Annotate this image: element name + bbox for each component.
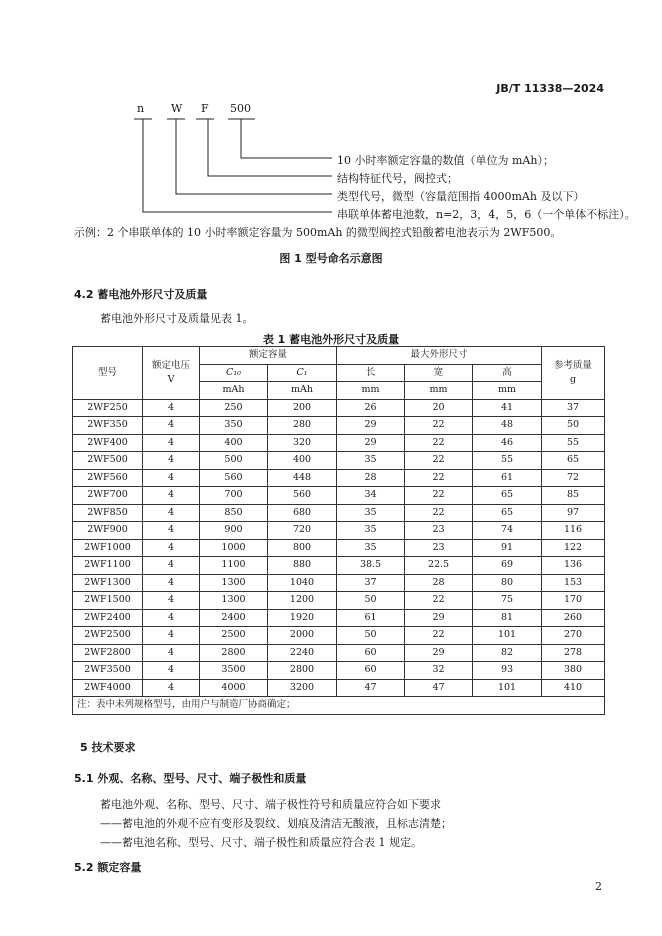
cell-c10: 1300: [200, 574, 268, 592]
table-row: [73, 662, 605, 680]
cell-height: 81: [473, 609, 542, 627]
desc-series: 串联单体蓄电池数，n=2，3，4，5，6（一个单体不标注）。: [337, 208, 636, 221]
cell-c10: 4000: [200, 679, 268, 697]
cell-voltage: 4: [143, 557, 200, 575]
table-row: [73, 504, 605, 522]
cell-height: 82: [473, 644, 542, 662]
cell-c10: 1000: [200, 539, 268, 557]
cell-model: 2WF400: [73, 434, 143, 452]
cell-height: 74: [473, 522, 542, 540]
table-row: [73, 399, 605, 417]
cell-width: 29: [405, 644, 473, 662]
cell-c1: 2240: [268, 644, 337, 662]
header-c10-unit: mAh: [200, 382, 268, 400]
cell-c10: 2500: [200, 627, 268, 645]
header-c1: C₁: [268, 364, 337, 382]
desc-type: 类型代号，微型（容量范围指 4000mAh 及以下）: [337, 190, 585, 203]
code-capacity: 500: [230, 102, 251, 115]
section-4-2-heading: 4.2 蓄电池外形尺寸及质量: [74, 288, 208, 301]
section-5-2-heading: 5.2 额定容量: [74, 861, 142, 874]
cell-mass: 116: [542, 522, 605, 540]
cell-c1: 1920: [268, 609, 337, 627]
cell-width: 23: [405, 522, 473, 540]
cell-model: 2WF560: [73, 469, 143, 487]
cell-voltage: 4: [143, 417, 200, 435]
section-5-1-item1: ——蓄电池的外观不应有变形及裂纹、划痕及清洁无酸液，且标志清楚；: [100, 817, 452, 830]
cell-c1: 448: [268, 469, 337, 487]
cell-c10: 400: [200, 434, 268, 452]
section-5-1-intro: 蓄电池外观、名称、型号、尺寸、端子极性符号和质量应符合如下要求: [100, 798, 441, 811]
cell-height: 91: [473, 539, 542, 557]
code-f: F: [201, 102, 209, 115]
table-row: [73, 522, 605, 540]
cell-voltage: 4: [143, 592, 200, 610]
cell-mass: 153: [542, 574, 605, 592]
battery-spec-table: [72, 346, 605, 715]
table-row: [73, 557, 605, 575]
cell-c10: 250: [200, 399, 268, 417]
cell-mass: 170: [542, 592, 605, 610]
cell-voltage: 4: [143, 399, 200, 417]
cell-model: 2WF1300: [73, 574, 143, 592]
cell-c1: 1200: [268, 592, 337, 610]
cell-voltage: 4: [143, 487, 200, 505]
cell-c10: 350: [200, 417, 268, 435]
cell-mass: 50: [542, 417, 605, 435]
header-model: 型号: [73, 347, 143, 400]
cell-length: 50: [337, 592, 405, 610]
cell-height: 80: [473, 574, 542, 592]
cell-voltage: 4: [143, 434, 200, 452]
section-5-1-heading: 5.1 外观、名称、型号、尺寸、端子极性和质量: [74, 772, 307, 785]
cell-c1: 200: [268, 399, 337, 417]
cell-mass: 85: [542, 487, 605, 505]
cell-c1: 800: [268, 539, 337, 557]
cell-mass: 278: [542, 644, 605, 662]
cell-model: 2WF1000: [73, 539, 143, 557]
table-row: [73, 644, 605, 662]
cell-width: 23: [405, 539, 473, 557]
cell-model: 2WF250: [73, 399, 143, 417]
header-width: 宽: [405, 364, 473, 382]
cell-c10: 560: [200, 469, 268, 487]
cell-mass: 55: [542, 434, 605, 452]
cell-c1: 280: [268, 417, 337, 435]
cell-width: 22.5: [405, 557, 473, 575]
cell-model: 2WF3500: [73, 662, 143, 680]
cell-voltage: 4: [143, 609, 200, 627]
cell-model: 2WF4000: [73, 679, 143, 697]
cell-c1: 720: [268, 522, 337, 540]
cell-mass: 260: [542, 609, 605, 627]
table-row: [73, 679, 605, 697]
cell-c1: 680: [268, 504, 337, 522]
cell-model: 2WF2500: [73, 627, 143, 645]
cell-length: 26: [337, 399, 405, 417]
cell-c10: 900: [200, 522, 268, 540]
cell-width: 22: [405, 469, 473, 487]
header-length-unit: mm: [337, 382, 405, 400]
cell-mass: 37: [542, 399, 605, 417]
header-voltage-unit: V: [167, 373, 175, 385]
cell-voltage: 4: [143, 452, 200, 470]
section-4-2-text: 蓄电池外形尺寸及质量见表 1。: [100, 312, 254, 325]
cell-length: 34: [337, 487, 405, 505]
cell-length: 47: [337, 679, 405, 697]
cell-c10: 500: [200, 452, 268, 470]
header-voltage: [143, 347, 200, 400]
table-row: [73, 417, 605, 435]
header-c10: C₁₀: [200, 364, 268, 382]
cell-model: 2WF900: [73, 522, 143, 540]
cell-length: 29: [337, 417, 405, 435]
cell-c10: 850: [200, 504, 268, 522]
cell-c10: 2400: [200, 609, 268, 627]
table-row: [73, 609, 605, 627]
cell-model: 2WF350: [73, 417, 143, 435]
cell-height: 61: [473, 469, 542, 487]
cell-c1: 2000: [268, 627, 337, 645]
table-row: [73, 627, 605, 645]
cell-model: 2WF1500: [73, 592, 143, 610]
section-5-1-item2: ——蓄电池名称、型号、尺寸、端子极性和质量应符合表 1 规定。: [100, 836, 422, 849]
cell-voltage: 4: [143, 522, 200, 540]
cell-length: 50: [337, 627, 405, 645]
cell-voltage: 4: [143, 627, 200, 645]
cell-c10: 3500: [200, 662, 268, 680]
example-text: 示例：2 个串联单体的 10 小时率额定容量为 500mAh 的微型阀控式铅酸蓄电池表示为 2WF500。: [74, 226, 562, 239]
header-length: 长: [337, 364, 405, 382]
cell-length: 35: [337, 522, 405, 540]
cell-c10: 1300: [200, 592, 268, 610]
header-dimensions: 最大外形尺寸: [337, 347, 542, 365]
cell-c1: 3200: [268, 679, 337, 697]
cell-c1: 400: [268, 452, 337, 470]
header-voltage-label: 额定电压: [151, 359, 190, 371]
cell-height: 75: [473, 592, 542, 610]
cell-mass: 380: [542, 662, 605, 680]
cell-length: 37: [337, 574, 405, 592]
header-width-unit: mm: [405, 382, 473, 400]
cell-voltage: 4: [143, 644, 200, 662]
table-note: 注：表中未列规格型号，由用户与制造厂协商确定；: [73, 697, 605, 715]
header-mass-label: 参考质量: [554, 359, 593, 371]
table-row: [73, 452, 605, 470]
cell-c1: 2800: [268, 662, 337, 680]
cell-height: 65: [473, 504, 542, 522]
cell-height: 55: [473, 452, 542, 470]
cell-model: 2WF700: [73, 487, 143, 505]
cell-length: 35: [337, 539, 405, 557]
table-caption: 表 1 蓄电池外形尺寸及质量: [262, 333, 400, 346]
cell-voltage: 4: [143, 662, 200, 680]
code-w: W: [171, 102, 183, 115]
cell-c1: 880: [268, 557, 337, 575]
cell-width: 28: [405, 574, 473, 592]
cell-height: 101: [473, 627, 542, 645]
cell-model: 2WF2400: [73, 609, 143, 627]
cell-height: 69: [473, 557, 542, 575]
cell-c10: 1100: [200, 557, 268, 575]
cell-model: 2WF850: [73, 504, 143, 522]
header-c1-unit: mAh: [268, 382, 337, 400]
cell-length: 35: [337, 452, 405, 470]
header-capacity: 额定容量: [200, 347, 337, 365]
cell-length: 28: [337, 469, 405, 487]
cell-mass: 136: [542, 557, 605, 575]
diagram-lines: [0, 0, 662, 240]
cell-width: 47: [405, 679, 473, 697]
cell-voltage: 4: [143, 574, 200, 592]
desc-structure: 结构特征代号，阀控式；: [337, 172, 458, 185]
cell-mass: 410: [542, 679, 605, 697]
standard-number: JB/T 11338—2024: [496, 82, 604, 95]
cell-length: 60: [337, 644, 405, 662]
cell-width: 22: [405, 592, 473, 610]
cell-height: 93: [473, 662, 542, 680]
cell-width: 20: [405, 399, 473, 417]
header-height: 高: [473, 364, 542, 382]
cell-width: 32: [405, 662, 473, 680]
table-row: [73, 574, 605, 592]
cell-height: 41: [473, 399, 542, 417]
table-body: [73, 399, 605, 697]
cell-c10: 700: [200, 487, 268, 505]
cell-c1: 320: [268, 434, 337, 452]
cell-length: 35: [337, 504, 405, 522]
cell-height: 65: [473, 487, 542, 505]
cell-c1: 560: [268, 487, 337, 505]
page-number: 2: [595, 880, 602, 893]
cell-mass: 72: [542, 469, 605, 487]
cell-model: 2WF500: [73, 452, 143, 470]
cell-voltage: 4: [143, 504, 200, 522]
cell-c10: 2800: [200, 644, 268, 662]
header-height-unit: mm: [473, 382, 542, 400]
cell-width: 29: [405, 609, 473, 627]
cell-mass: 270: [542, 627, 605, 645]
cell-model: 2WF1100: [73, 557, 143, 575]
cell-length: 61: [337, 609, 405, 627]
cell-voltage: 4: [143, 679, 200, 697]
cell-width: 22: [405, 434, 473, 452]
cell-c1: 1040: [268, 574, 337, 592]
cell-width: 22: [405, 487, 473, 505]
cell-width: 22: [405, 417, 473, 435]
header-mass-unit: g: [570, 373, 577, 385]
cell-mass: 65: [542, 452, 605, 470]
cell-height: 48: [473, 417, 542, 435]
cell-mass: 122: [542, 539, 605, 557]
code-n: n: [137, 102, 145, 115]
figure-caption: 图 1 型号命名示意图: [279, 252, 383, 265]
section-5-heading: 5 技术要求: [80, 741, 136, 754]
table-row: [73, 487, 605, 505]
cell-height: 101: [473, 679, 542, 697]
cell-voltage: 4: [143, 539, 200, 557]
table-row: [73, 469, 605, 487]
header-mass: [542, 347, 605, 400]
cell-width: 22: [405, 627, 473, 645]
table-row: [73, 539, 605, 557]
table-row: [73, 592, 605, 610]
cell-width: 22: [405, 452, 473, 470]
cell-length: 38.5: [337, 557, 405, 575]
table-row: [73, 434, 605, 452]
cell-mass: 97: [542, 504, 605, 522]
cell-length: 29: [337, 434, 405, 452]
cell-length: 60: [337, 662, 405, 680]
cell-height: 46: [473, 434, 542, 452]
desc-capacity: 10 小时率额定容量的数值（单位为 mAh）；: [337, 154, 554, 167]
cell-width: 22: [405, 504, 473, 522]
cell-voltage: 4: [143, 469, 200, 487]
cell-model: 2WF2800: [73, 644, 143, 662]
